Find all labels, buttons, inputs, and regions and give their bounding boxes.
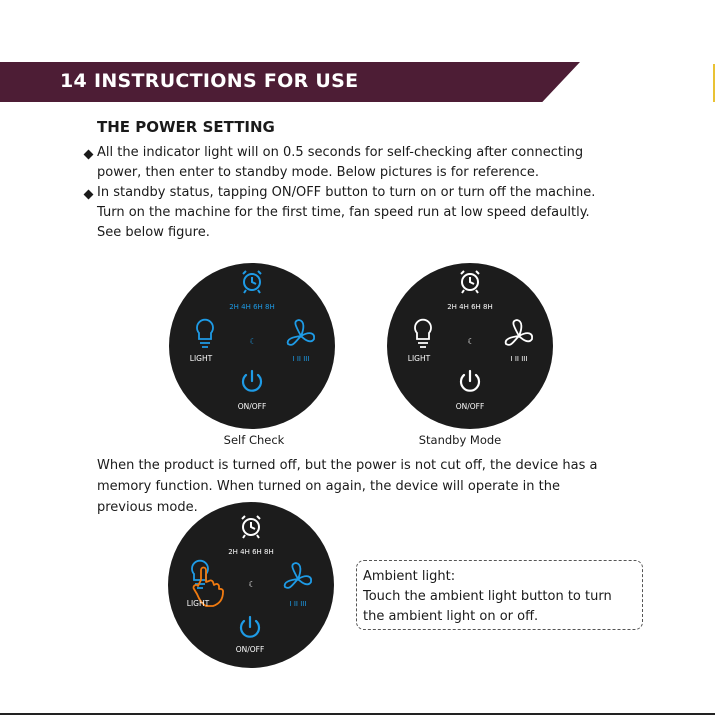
onoff-label: ON/OFF bbox=[237, 402, 267, 411]
onoff-label: ON/OFF bbox=[235, 645, 265, 654]
caption-self-check: Self Check bbox=[223, 433, 285, 447]
timer-labels: 2H 4H 6H 8H bbox=[228, 548, 274, 556]
callout-title: Ambient light: bbox=[363, 569, 456, 584]
callout-line-1: Touch the ambient light button to turn bbox=[363, 589, 612, 604]
speed-labels: I II III bbox=[510, 355, 528, 363]
alarm-clock-icon bbox=[242, 516, 260, 538]
bullet-2-line-2: Turn on the machine for the first time, fan speed run at low speed defaultly. bbox=[97, 205, 590, 220]
paragraph-line-2: memory function. When turned on again, the device will operate in the bbox=[97, 479, 560, 494]
speed-labels: I II III bbox=[289, 600, 307, 608]
speed-labels: I II III bbox=[292, 355, 310, 363]
fan-icon bbox=[288, 320, 314, 345]
moon-icon: ☾ bbox=[248, 580, 256, 589]
bullet-diamond-icon bbox=[84, 150, 94, 160]
onoff-label: ON/OFF bbox=[455, 402, 485, 411]
ambient-light-callout bbox=[356, 560, 643, 630]
power-icon bbox=[461, 371, 479, 391]
fan-icon bbox=[285, 563, 311, 588]
dial-standby-graphic bbox=[387, 263, 553, 429]
timer-labels: 2H 4H 6H 8H bbox=[229, 303, 275, 311]
alarm-clock-icon bbox=[243, 271, 261, 293]
light-label: LIGHT bbox=[189, 354, 213, 363]
moon-icon: ☾ bbox=[249, 337, 257, 346]
light-label: LIGHT bbox=[407, 354, 431, 363]
callout-line-2: the ambient light on or off. bbox=[363, 609, 539, 624]
alarm-clock-icon bbox=[461, 271, 479, 293]
dial-standby bbox=[387, 263, 553, 429]
bullet-1-line-2: power, then enter to standby mode. Below pictures is for reference. bbox=[97, 165, 539, 180]
moon-icon: ☾ bbox=[467, 337, 475, 346]
caption-standby: Standby Mode bbox=[418, 433, 502, 447]
paragraph-line-1: When the product is turned off, but the power is not cut off, the device has a bbox=[97, 458, 598, 473]
bulb-icon bbox=[197, 320, 213, 347]
bulb-icon bbox=[415, 320, 431, 347]
power-icon bbox=[241, 617, 259, 637]
light-label: LIGHT bbox=[186, 599, 210, 608]
fan-icon bbox=[506, 320, 532, 345]
dial-ambient-graphic bbox=[168, 502, 334, 668]
section-title: THE POWER SETTING bbox=[97, 118, 275, 136]
timer-labels: 2H 4H 6H 8H bbox=[447, 303, 493, 311]
paragraph-line-3: previous mode. bbox=[97, 500, 198, 515]
bullet-1-line-1: All the indicator light will on 0.5 seconds for self-checking after connecting bbox=[97, 145, 584, 160]
bullet-2-line-1: In standby status, tapping ON/OFF button to turn on or turn off the machine. bbox=[97, 185, 596, 200]
power-icon bbox=[243, 371, 261, 391]
dial-self-check bbox=[169, 263, 335, 429]
bullet-2 bbox=[97, 183, 657, 243]
bullet-diamond-icon bbox=[84, 190, 94, 200]
page-title: 14 INSTRUCTIONS FOR USE bbox=[60, 70, 359, 92]
dial-self-check-graphic bbox=[169, 263, 335, 429]
bullet-1 bbox=[97, 143, 657, 183]
bullet-2-line-3: See below figure. bbox=[97, 225, 210, 240]
dial-ambient-light bbox=[168, 502, 334, 668]
